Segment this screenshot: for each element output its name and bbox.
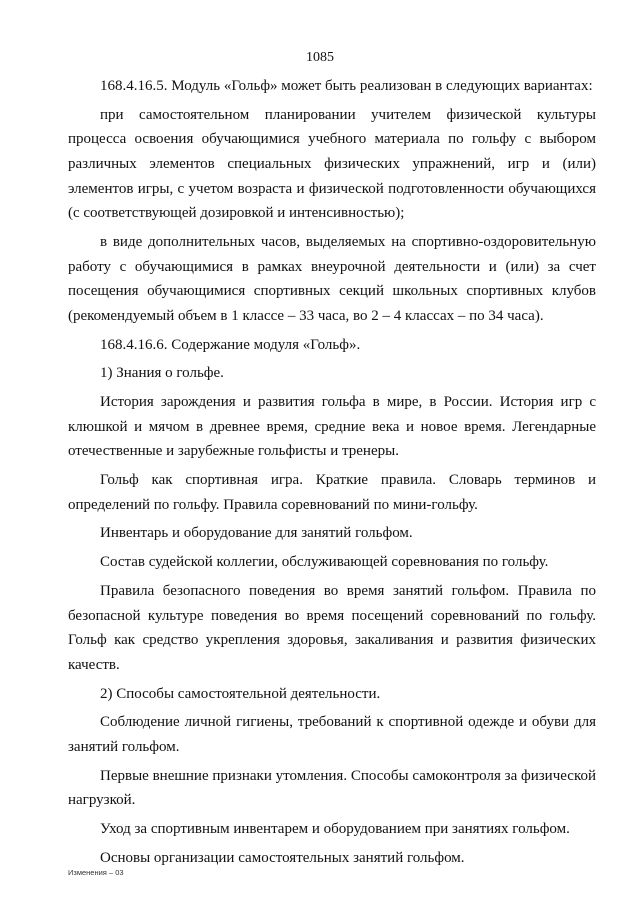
page-number: 1085	[306, 50, 334, 65]
paragraph: Первые внешние признаки утомления. Способы самоконтроля за физической нагрузкой.	[68, 767, 596, 809]
paragraph: Гольф как спортивная игра. Краткие правила. Словарь терминов и определений по гольфу. Правила соревнований по мини-гольфу.	[68, 472, 596, 513]
paragraph: Основы организации самостоятельных занятий гольфом.	[100, 849, 465, 866]
paragraph: 1) Знания о гольфе.	[100, 365, 224, 382]
paragraph: при самостоятельном планировании учителем физической культуры процесса освоения обучающимися учебного материала по гольфу с выбором различных элементов специальных физических упражнений, игр и (или) элементов игры, с учетом возраста и физической подготовленности обучающихся (с соответствующей дозировкой и интенсивностью);	[68, 106, 596, 222]
paragraph: 2) Способы самостоятельной деятельности.	[100, 685, 381, 702]
paragraph: 168.4.16.6. Содержание модуля «Гольф».	[100, 336, 361, 353]
paragraph: в виде дополнительных часов, выделяемых на спортивно-оздоровительную работу с обучающимися в рамках внеурочной деятельности и (или) за счет посещения обучающимися спортивных секций школьных спортивных клубов (рекомендуемый объем в 1 классе – 33 часа, во 2 – 4 классах – по 34 часа).	[68, 233, 596, 324]
paragraph: Уход за спортивным инвентарем и оборудованием при занятиях гольфом.	[100, 821, 570, 838]
paragraph: Состав судейской коллегии, обслуживающей соревнования по гольфу.	[100, 554, 549, 571]
paragraph: Соблюдение личной гигиены, требований к спортивной одежде и обуви для занятий гольфом.	[68, 714, 596, 755]
document-body	[68, 74, 596, 875]
paragraph: Инвентарь и оборудование для занятий гольфом.	[100, 525, 413, 542]
paragraph: 168.4.16.5. Модуль «Гольф» может быть реализован в следующих вариантах:	[100, 78, 593, 94]
paragraph: Правила безопасного поведения во время занятий гольфом. Правила по безопасной культуре поведения во время посещений соревнований по гольфу. Гольф как средство укрепления здоровья, закаливания и развития физических качеств.	[68, 582, 596, 673]
paragraph: История зарождения и развития гольфа в мире, в России. История игр с клюшкой и мячом в древнее время, средние века и новое время. Легендарные отечественные и зарубежные гольфисты и тренеры.	[68, 394, 596, 460]
footer-note: Изменения – 03	[68, 868, 124, 877]
